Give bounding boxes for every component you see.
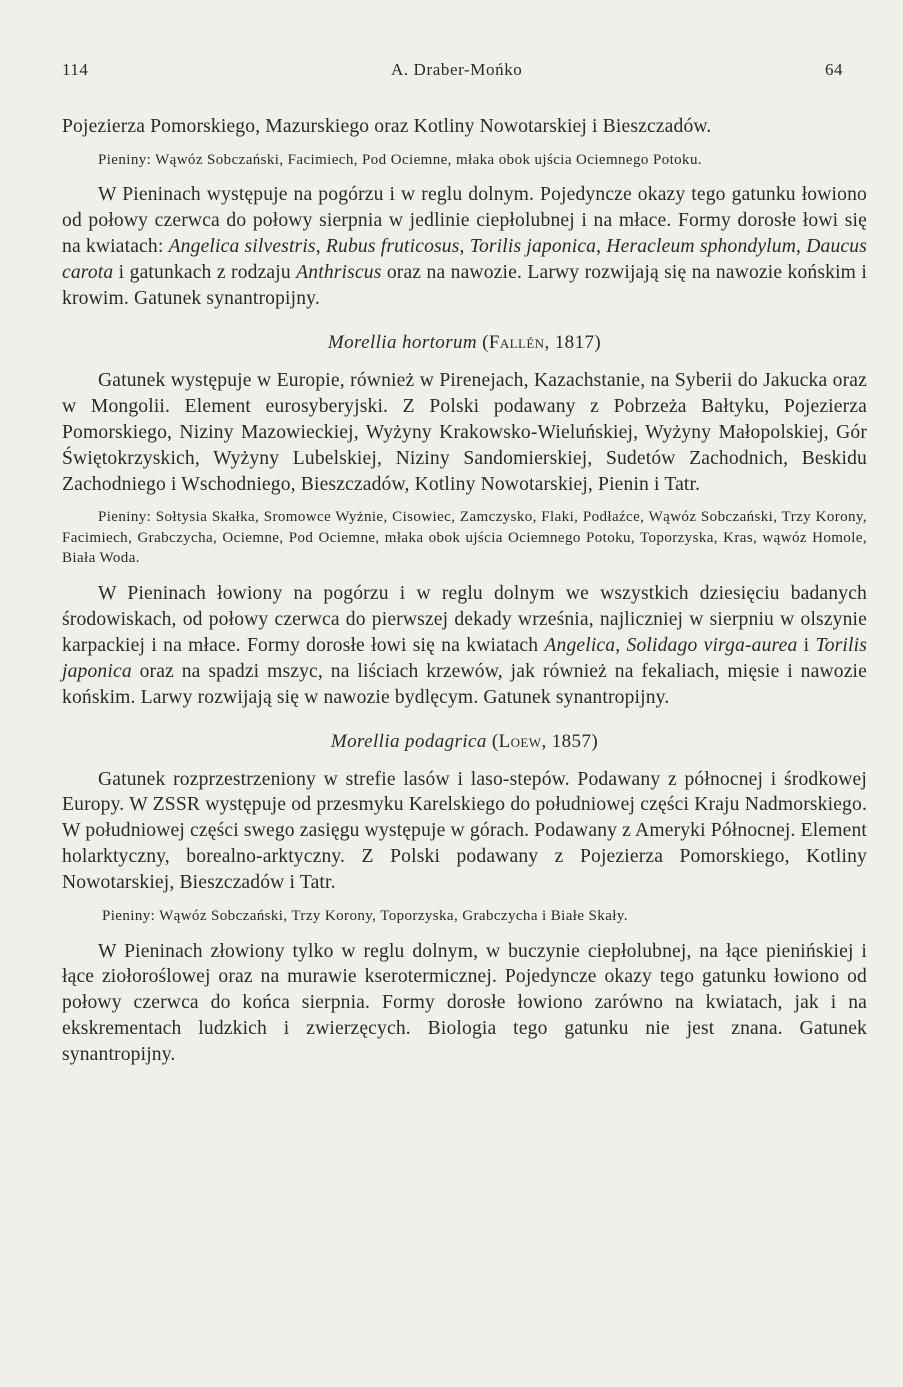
species-heading (62, 332, 867, 354)
species-number: 64 (825, 60, 843, 79)
distribution-paragraph: Gatunek rozprzestrzeniony w strefie lasów i laso-stepów. Podawany z północnej i środkowej Europy. W ZSSR występuje od przesmyku Karelskiego do południowej części Kraju Nadmorskiego. W południowej części swego zasięgu występuje w górach. Podawany z Ameryki Północnej. Element holarktyczny, borealno-arktyczny. Z Polski podawany z Pojezierza Pomorskiego, Kotliny Nowotarskiej, Bieszczadów i Tatr. (62, 768, 867, 894)
running-header (62, 60, 843, 80)
plant-name: Heracleum sphondylum (606, 236, 797, 258)
plant-name: Angelica (544, 634, 616, 656)
distribution-paragraph: Gatunek występuje w Europie, również w Pirenejach, Kazachstanie, na Syberii do Jakucka oraz w Mongolii. Element eurosyberyjski. Z Polski podawany z Pobrzeża Bałtyku, Pojezierza Pomorskiego, Niziny Mazowieckiej, Wyżyny Krakowsko-Wieluńskiej, Wyżyny Małopolskiej, Gór Świętokrzyskich, Wyżyny Lubelskiej, Niziny Sandomierskiej, Sudetów Zachodnich, Beskidu Zachodniego i Wschodniego, Bieszczadów, Kotliny Nowotarskiej, Pienin i Tatr. (62, 369, 867, 495)
locality-list: Pieniny: Sołtysia Skałka, Sromowce Wyżnie, Cisowiec, Zamczysko, Flaki, Podłaźce, Wąwóz Sobczański, Trzy Korony, Facimiech, Grabczycha, Ociemne, Pod Ociemne, młaka obok ujścia Ociemnego Potoku, Toporzyska, Kras, wąwóz Homole, Biała Woda. (62, 509, 867, 567)
locality-list: Pieniny: Wąwóz Sobczański, Trzy Korony, Toporzyska, Grabczycha i Białe Skały. (102, 908, 628, 925)
plant-name: Angelica silvestris (168, 236, 316, 258)
plant-genus: Anthriscus (296, 262, 382, 284)
ecology-paragraph: W Pieninach złowiony tylko w reglu dolnym, w buczynie ciepłolubnej, na łące pienińskiej i łące ziołoroślowej oraz na murawie kserotermicznej. Pojedyncze okazy tego gatunku łowiono od połowy czerwca do końca sierpnia. Formy dorosłe łowiono zarówno na kwiatach, jak i na ekskrementach ludzkich i zwierzęcych. Biologia tego gatunku nie jest znana. Gatunek synantropijny. (62, 940, 867, 1066)
species-author: (Loew, 1857) (491, 730, 599, 752)
ecology-paragraph: W Pieninach występuje na pogórzu i w reglu dolnym. Pojedyncze okazy tego gatunku łowiono od połowy czerwca do połowy sierpnia w jedlinie ciepłolubnej i na młace. Formy dorosłe łowi się na kwiatach: Angelica silvestris, Rubus fruticosus, Torilis japonica, Heracleum sphondylum, Daucus carota i gatunkach z rodzaju Anthriscus oraz na nawozie. Larwy rozwijają się na nawozie końskim i krowim. Gatunek synantropijny. (62, 184, 868, 310)
continued-distribution-text: Pojezierza Pomorskiego, Mazurskiego oraz Kotliny Nowotarskiej i Bieszczadów. (62, 116, 712, 137)
species-author: (Fallén, 1817) (482, 331, 602, 353)
page-body (62, 114, 867, 1068)
ecology-paragraph: W Pieninach łowiony na pogórzu i w reglu dolnym we wszystkich dziesięciu badanych środowiskach, od połowy czerwca do pierwszej dekady września, najliczniej w sierpniu w olszynie karpackiej i na młace. Formy dorosłe łowi się na kwiatach Angelica, Solidago virga-aurea i Torilis japonica oraz na spadzi mszyc, na liściach krzewów, jak również na fekaliach, mięsie i nawozie końskim. Larwy rozwijają się w nawozie bydlęcym. Gatunek synantropijny. (62, 582, 867, 708)
page-number: 114 (62, 60, 89, 79)
plant-name: Torilis japonica (469, 236, 597, 258)
plant-name: Torilis japonica (62, 634, 867, 682)
locality-list: Pieniny: Wąwóz Sobczański, Facimiech, Pod Ociemne, młaka obok ujścia Ociemnego Potoku. (98, 151, 703, 168)
species-heading (62, 731, 867, 753)
plant-name: Solidago virga-aurea (626, 634, 798, 656)
species-name: Morellia podagrica (330, 730, 487, 752)
plant-name: Daucus carota (62, 236, 867, 284)
species-name: Morellia hortorum (327, 331, 478, 353)
plant-name: Rubus fruticosus (325, 236, 460, 258)
running-author: A. Draber-Mońko (390, 60, 523, 79)
